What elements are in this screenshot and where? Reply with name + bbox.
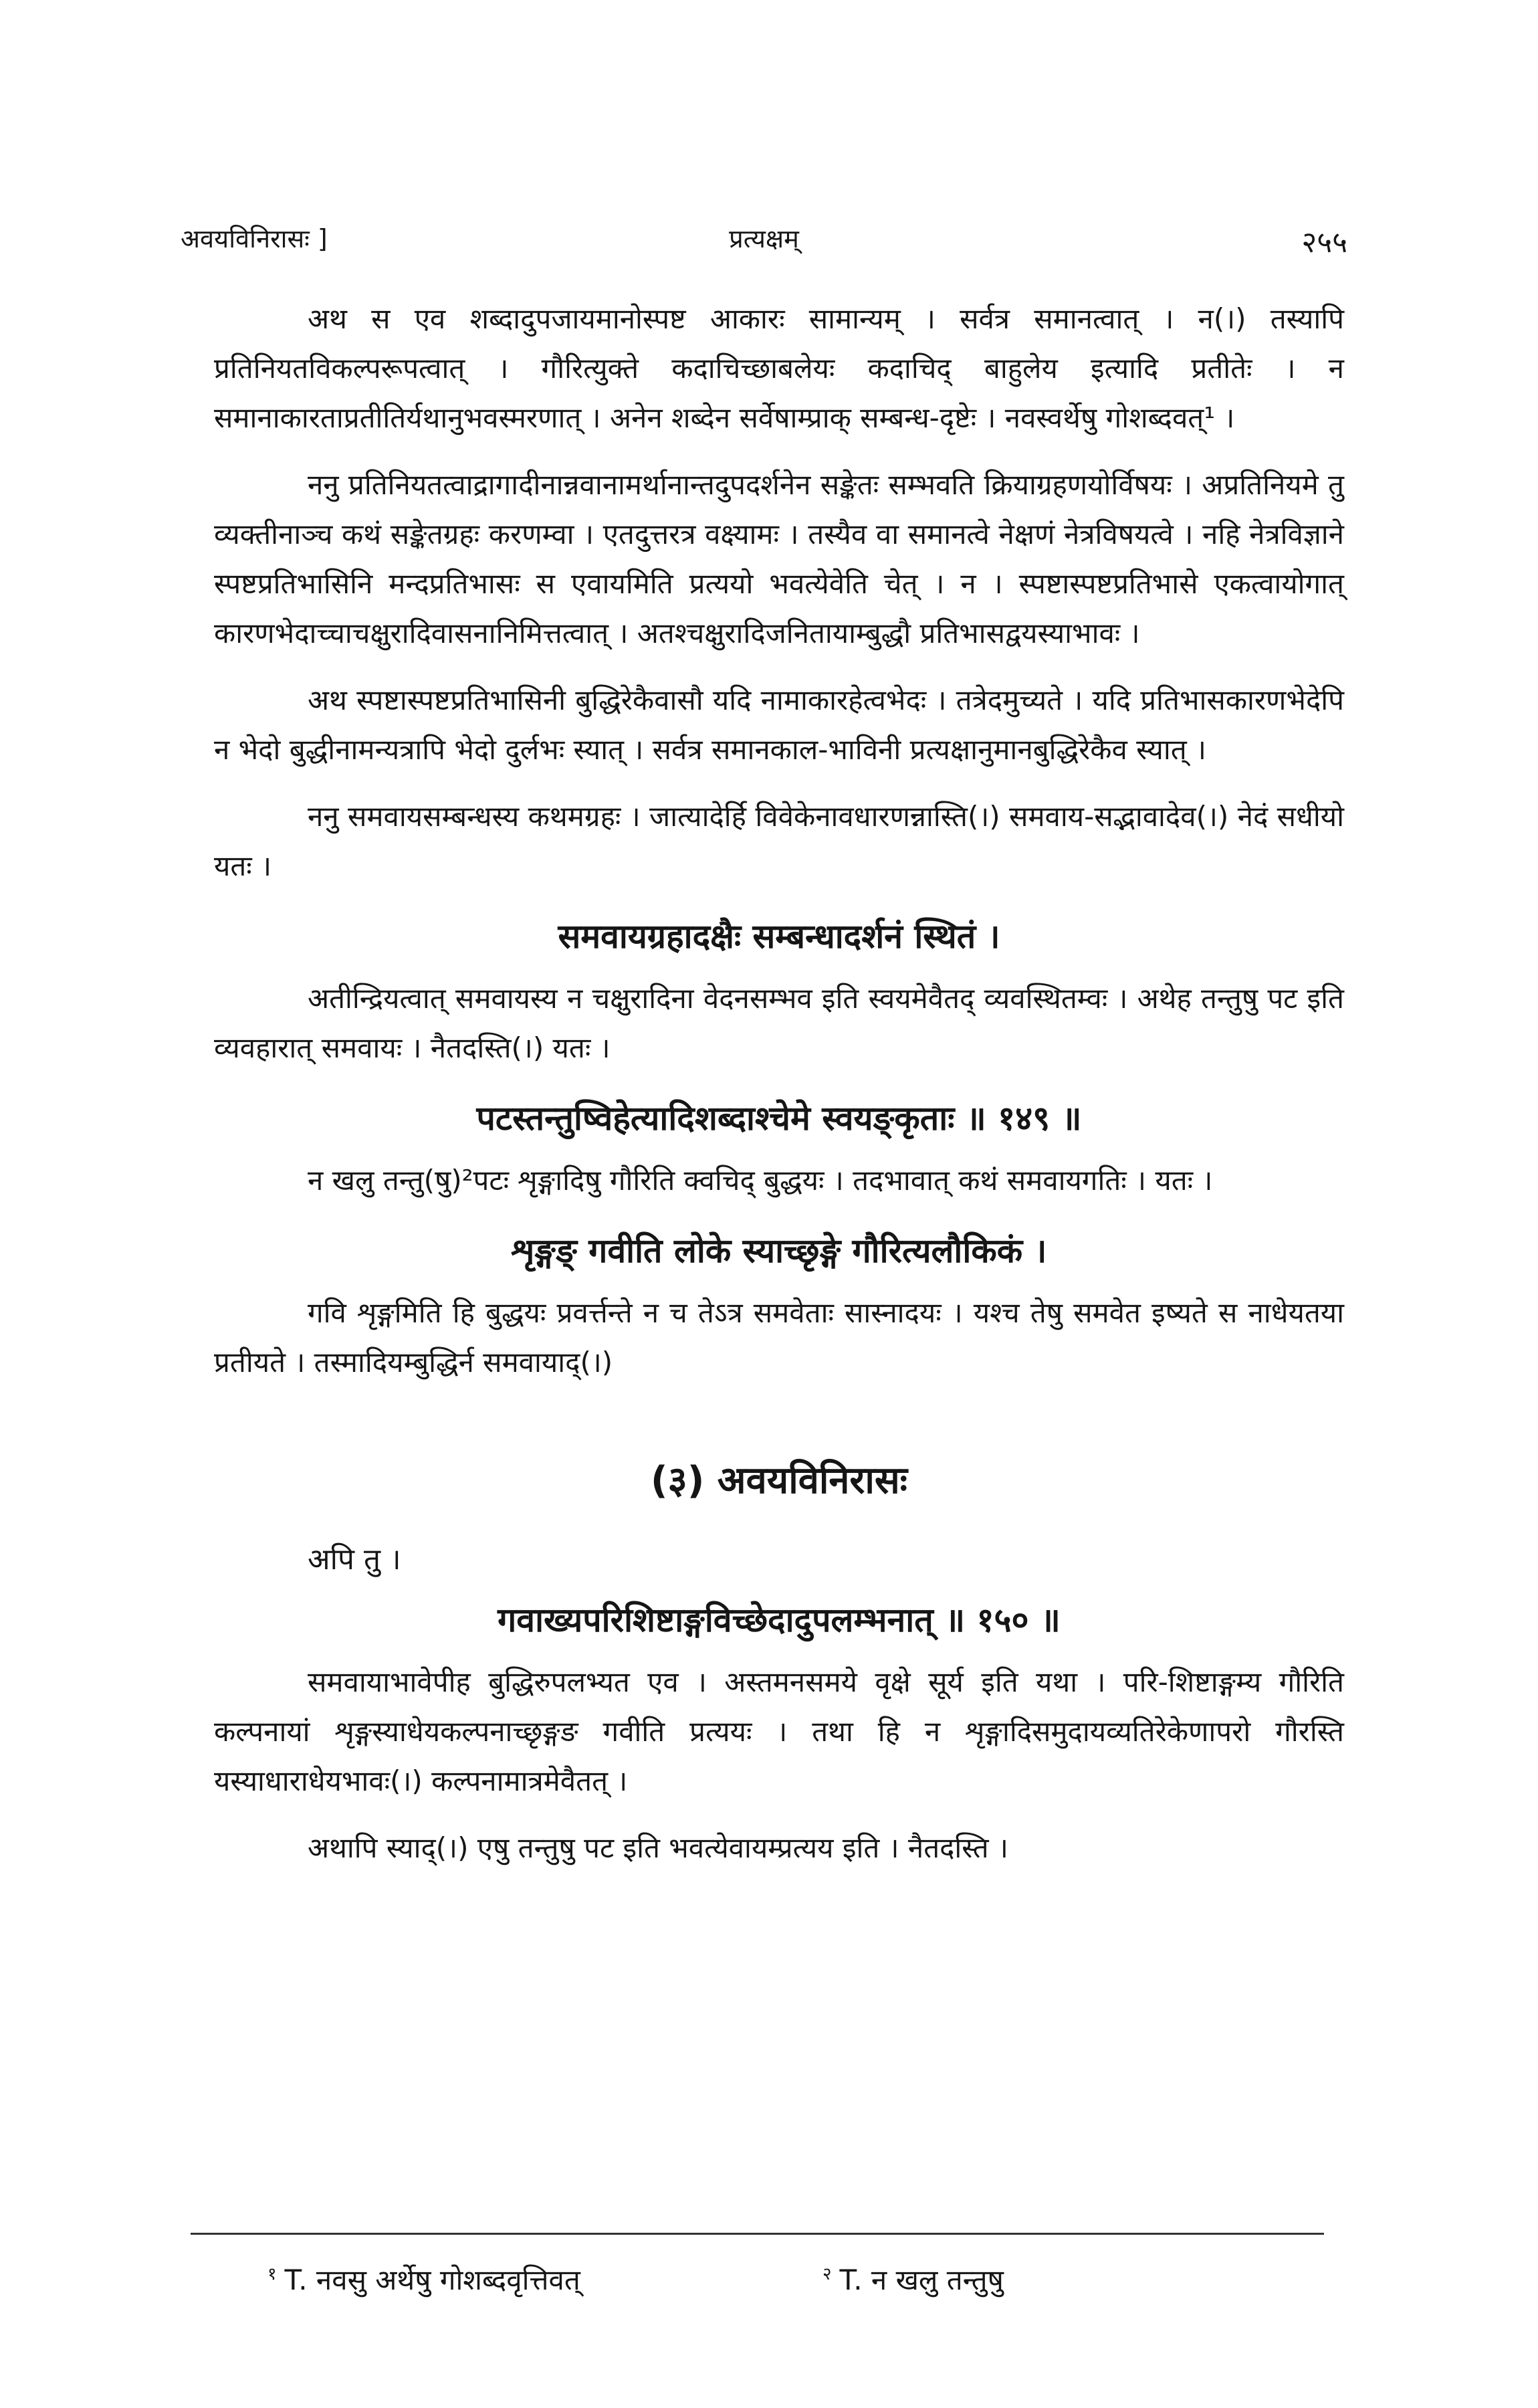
paragraph-after-verse-1: अतीन्द्रियत्वात् समवायस्य न चक्षुरादिना वेदनसम्भव इति स्वयमेवैतद् व्यवस्थितम्वः । अथेह तन्तुषु पट इति व्यवहारात् समवायः । नैतदस्ति(।) यतः । bbox=[214, 982, 1344, 1064]
footnote-2-text: T. न खलु तन्तुषु bbox=[839, 2264, 1004, 2296]
footnote-2 bbox=[822, 2254, 1004, 2300]
paragraph-after-verse-2: न खलु तन्तु(षु)²पटः शृङ्गादिषु गौरिति क्वचिद् बुद्धयः । तदभावात् कथं समवायगतिः । यतः । bbox=[308, 1164, 1213, 1197]
verse-1: समवायग्रहादक्षैः सम्बन्धादर्शनं स्थितं । bbox=[558, 917, 1000, 956]
paragraph-after-verse-3: गवि शृङ्गमिति हि बुद्धयः प्रवर्त्तन्ते न च तेऽत्र समवेताः सास्नादयः । यश्च तेषु समवेत इष्यते स नाधेयतया प्रतीयते । तस्मादियम्बुद्धिर्न समवायाद्(।) bbox=[214, 1296, 1344, 1379]
header-center-title: प्रत्यक्षम् bbox=[729, 224, 799, 254]
footnote-2-mark: २ bbox=[822, 2264, 832, 2284]
paragraph-last: अथापि स्याद्(।) एषु तन्तुषु पट इति भवत्येवायम्प्रत्यय इति । नैतदस्ति । bbox=[308, 1831, 1008, 1864]
verse-4: गवाख्यपरिशिष्टाङ्गविच्छेदादुपलम्भनात् ॥ १५० ॥ bbox=[498, 1601, 1061, 1639]
footnote-1-mark: १ bbox=[267, 2264, 277, 2284]
footnote-divider bbox=[191, 2233, 1324, 2235]
paragraph-1: अथ स एव शब्दादुपजायमानोस्पष्ट आकारः सामान्यम् । सर्वत्र समानत्वात् । न(।) तस्यापि प्रतिनियतविकल्परूपत्वात् । गौरित्युक्ते कदाचिच्छाबलेयः कदाचिद् बाहुलेय इत्यादि प्रतीतेः । न समानाकारताप्रतीतिर्यथानुभवस्मरणात् । अनेन शब्देन सर्वेषाम्प्राक् सम्बन्ध-दृष्टेः । नवस्वर्थेषु गोशब्दवत्¹ । bbox=[214, 302, 1344, 434]
paragraph-4: ननु समवायसम्बन्धस्य कथमग्रहः । जात्यादेर्हि विवेकेनावधारणन्नास्ति(।) समवाय-सद्भावादेव(।) नेदं सधीयो यतः । bbox=[214, 800, 1344, 882]
api-tu-line: अपि तु । bbox=[308, 1542, 401, 1577]
paragraph-after-verse-4: समवायाभावेपीह बुद्धिरुपलभ्यत एव । अस्तमनसमये वृक्षे सूर्य इति यथा । परि-शिष्टाङ्गम्य गौरिति कल्पनायां शृङ्गस्याधेयकल्पनाच्छृङ्गङ गवीति प्रत्ययः । तथा हि न शृङ्गादिसमुदायव्यतिरेकेणापरो गौरस्ति यस्याधाराधेयभावः(।) कल्पनामात्रमेवैतत् । bbox=[214, 1666, 1344, 1797]
footnote-1 bbox=[267, 2254, 580, 2300]
page-body bbox=[214, 294, 1344, 1890]
paragraph-3: अथ स्पष्टास्पष्टप्रतिभासिनी बुद्धिरेकैवासौ यदि नामाकारहेत्वभेदः । तत्रेदमुच्यते । यदि प्रतिभासकारणभेदेपि न भेदो बुद्धीनामन्यत्रापि भेदो दुर्लभः स्यात् । सर्वत्र समानकाल-भाविनी प्रत्यक्षानुमानबुद्धिरेकैव स्यात् । bbox=[214, 684, 1344, 766]
verse-3: शृङ्गङ् गवीति लोके स्याच्छृङ्गे गौरित्यलौकिकं । bbox=[511, 1231, 1047, 1270]
page-number: २५५ bbox=[1301, 225, 1347, 260]
paragraph-2: ननु प्रतिनियतत्वाद्रागादीनान्नवानामर्थानान्तदुपदर्शनेन सङ्केतः सम्भवति क्रियाग्रहणयोर्विषयः । अप्रतिनियमे तु व्यक्तीनाञ्च कथं सङ्केतग्रहः करणम्वा । एतदुत्तरत्र वक्ष्यामः । तस्यैव वा समानत्वे नेक्षणं नेत्रविषयत्वे । नहि नेत्रविज्ञाने स्पष्टप्रतिभासिनि मन्दप्रतिभासः स एवायमिति प्रत्ययो भवत्येवेति चेत् । न । स्पष्टास्पष्टप्रतिभासे एकत्वायोगात् कारणभेदाच्चाचक्षुरादिवासनानिमित्तत्वात् । अतश्चक्षुरादिजनितायाम्बुद्धौ प्रतिभासद्वयस्याभावः । bbox=[214, 468, 1344, 649]
verse-2: पटस्तन्तुष्विहेत्यादिशब्दाश्चेमे स्वयङ्कृताः ॥ १४९ ॥ bbox=[476, 1099, 1082, 1138]
header-left-title: अवयविनिरासः ] bbox=[181, 224, 328, 254]
running-header bbox=[181, 221, 1347, 268]
footnote-1-text: T. नवसु अर्थेषु गोशब्दवृत्तिवत् bbox=[284, 2264, 580, 2296]
section-heading: (३) अवयविनिरासः bbox=[650, 1459, 907, 1502]
